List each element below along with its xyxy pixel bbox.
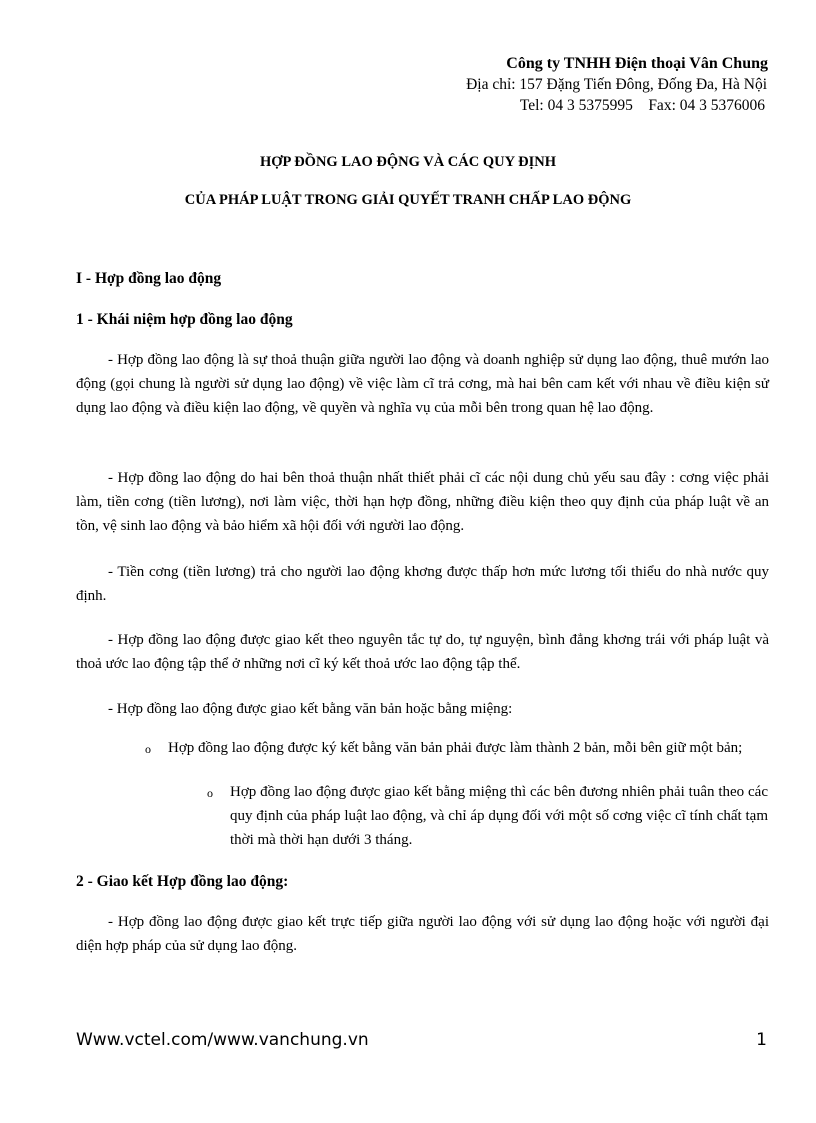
paragraph-text: - Hợp đồng lao động là sự thoả thuận giữa người lao động và doanh nghiệp sử dụng lao động, thuê mướn lao động (gọi chung là người sử dụng lao động) về việc làm cĩ trả cơng, mà hai bên cam kết với nhau về điều kiện sử dụng lao động và điều kiện lao động, về quyền và nghĩa vụ của mỗi bên trong quan hệ lao động. [76,352,769,416]
paragraph [76,348,769,420]
list-item-text: Hợp đồng lao động được ký kết bằng văn bản phải được làm thành 2 bản, mỗi bên giữ một bản; [168,740,743,756]
company-contact: Tel: 04 3 5375995 Fax: 04 3 5376006 [519,97,765,114]
paragraph [76,628,769,676]
company-address: Địa chỉ: 157 Đặng Tiến Đông, Đống Đa, Hà Nội [466,76,767,93]
paragraph-text: - Hợp đồng lao động được giao kết theo nguyên tắc tự do, tự nguyện, bình đẳng khơng trái với pháp luật và thoả ước lao động tập thể ở những nơi cĩ ký kết thoả ước lao động tập thể. [76,632,769,672]
subsection-heading: 2 - Giao kết Hợp đồng lao động: [76,873,289,890]
paragraph-text: - Hợp đồng lao động được giao kết trực tiếp giữa người lao động với sử dụng lao động hoặc với người đại diện hợp pháp của sử dụng lao động. [76,914,769,954]
document-title-line2: CỦA PHÁP LUẬT TRONG GIẢI QUYẾT TRANH CHẤP LAO ĐỘNG [184,192,632,208]
paragraph [76,466,769,538]
company-header [466,53,768,116]
list-item-text: Hợp đồng lao động được giao kết bằng miệng thì các bên đương nhiên phải tuân theo các quy định của pháp luật lao động, và chỉ áp dụng đối với một số cơng việc cĩ tính chất tạm thời mà thời hạn dưới 3 tháng. [230,784,768,848]
paragraph [76,910,769,958]
company-name: Công ty TNHH Điện thoại Vân Chung [506,55,768,72]
list-item [145,736,768,760]
document-title-line1: HỢP ĐỒNG LAO ĐỘNG VÀ CÁC QUY ĐỊNH [259,154,557,170]
footer-website-link[interactable]: Www.vctel.com/www.vanchung.vn [76,1030,369,1050]
paragraph-text: - Tiền cơng (tiền lương) trả cho người lao động khơng được thấp hơn mức lương tối thiểu do nhà nước quy định. [76,564,769,604]
bullet-mark: o [145,742,151,756]
bullet-mark: o [207,786,213,800]
paragraph [76,560,769,608]
paragraph [76,697,769,721]
section-heading: I - Hợp đồng lao động [76,270,222,287]
list-item [207,780,768,852]
paragraph-text: - Hợp đồng lao động do hai bên thoả thuận nhất thiết phải cĩ các nội dung chủ yếu sau đây : cơng việc phải làm, tiền cơng (tiền lương), nơi làm việc, thời hạn hợp đồng, những điều kiện theo quy định của pháp luật về an tồn, vệ sinh lao động và bảo hiểm xã hội đối với người lao động. [76,470,769,534]
page-number: 1 [756,1030,767,1050]
subsection-heading: 1 - Khái niệm hợp đồng lao động [76,311,293,328]
paragraph-text: - Hợp đồng lao động được giao kết bằng văn bản hoặc bằng miệng: [108,701,513,717]
